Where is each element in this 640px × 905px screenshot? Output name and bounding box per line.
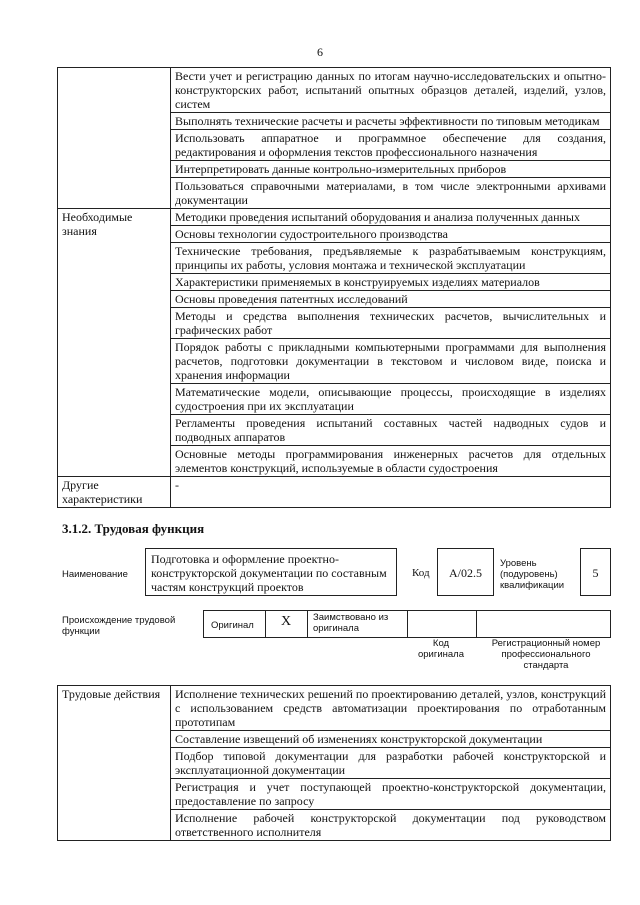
level-box [580,548,611,596]
row-item: Характеристики применяемых в конструируемых изделиях материалов [171,274,611,291]
row-item: Исполнение рабочей конструкторской документации под руководством ответственного исполнителя [171,810,611,841]
row-item: Выполнять технические расчеты и расчеты эффективности по типовым методикам [171,113,611,130]
original-label: Оригинал [211,620,254,631]
borrowed-label: Заимствовано из оригинала [313,612,389,634]
row-item: Регистрация и учет поступающей проектно-конструкторской документации, предоставление по запросу [171,779,611,810]
row-item: Основы проведения патентных исследований [171,291,611,308]
table-row [58,209,611,226]
origin-label: Происхождение трудовой функции [62,615,176,637]
row-label [58,68,171,209]
row-item: Вести учет и регистрацию данных по итогам научно-исследовательских и опытно-конструкторских работ, испытаний опытных образцов деталей, изделий, узлов, систем [171,68,611,113]
row-item: Методы и средства выполнения технических расчетов, вычислительных и графических работ [171,308,611,339]
row-item: Подбор типовой документации для разработки рабочей конструкторской и эксплуатационной документации [171,748,611,779]
row-item: Пользоваться справочными материалами, в том числе электронными архивами документации [171,178,611,209]
row-item: Составление извещений об изменениях конструкторской документации [171,731,611,748]
row-item: Основы технологии судостроительного производства [171,226,611,243]
code-value: А/02.5 [449,566,482,580]
row-item: Основные методы программирования инженерных расчетов для отдельных элементов конструкций, используемые в области судостроения [171,446,611,477]
level-value: 5 [592,566,599,580]
row-item: Порядок работы с прикладными компьютерными программами для выполнения расчетов, подготовки документации в текстовом и числовом виде, поиска и хранения информации [171,339,611,384]
labor-actions-table [57,685,611,841]
row-label: Другие характеристики [58,477,171,508]
row-label: Трудовые действия [58,686,171,841]
code-box [437,548,494,596]
requirements-table [57,67,611,508]
original-mark: X [280,614,292,629]
row-item: Использовать аппаратное и программное обеспечение для создания, редактирования и оформления текстов профессионального назначения [171,130,611,161]
function-name-box [145,548,397,596]
row-label: Необходимые знания [58,209,171,477]
row-item: Методики проведения испытаний оборудования и анализа полученных данных [171,209,611,226]
code-original-label: Код оригинала [417,638,464,660]
row-item: Технические требования, предъявляемые к разрабатываемым конструкциям, принципы их работы, условия монтажа и технической эксплуатации [171,243,611,274]
row-item: Интерпретировать данные контрольно-измерительных приборов [171,161,611,178]
function-name-value: Подготовка и оформление проектно-конструкторской документации по составным частям конструкций проектов [151,552,387,594]
code-label: Код [412,567,430,579]
table-row [58,477,611,508]
row-item: - [171,477,611,508]
table-row [58,686,611,731]
table-row [58,68,611,113]
row-item: Регламенты проведения испытаний составных частей надводных судов и подводных аппаратов [171,415,611,446]
row-item: Исполнение технических решений по проектированию деталей, узлов, конструкций с использованием средств автоматизации проектирования по отработанным прототипам [171,686,611,731]
level-label: Уровень (подуровень) квалификации [500,558,565,591]
reg-number-label: Регистрационный номер профессионального стандарта [491,638,601,671]
name-label: Наименование [62,569,128,580]
section-heading: 3.1.2. Трудовая функция [62,521,205,536]
row-item: Математические модели, описывающие процессы, происходящие в изделиях судостроения при их эксплуатации [171,384,611,415]
page-number: 6 [317,45,323,59]
